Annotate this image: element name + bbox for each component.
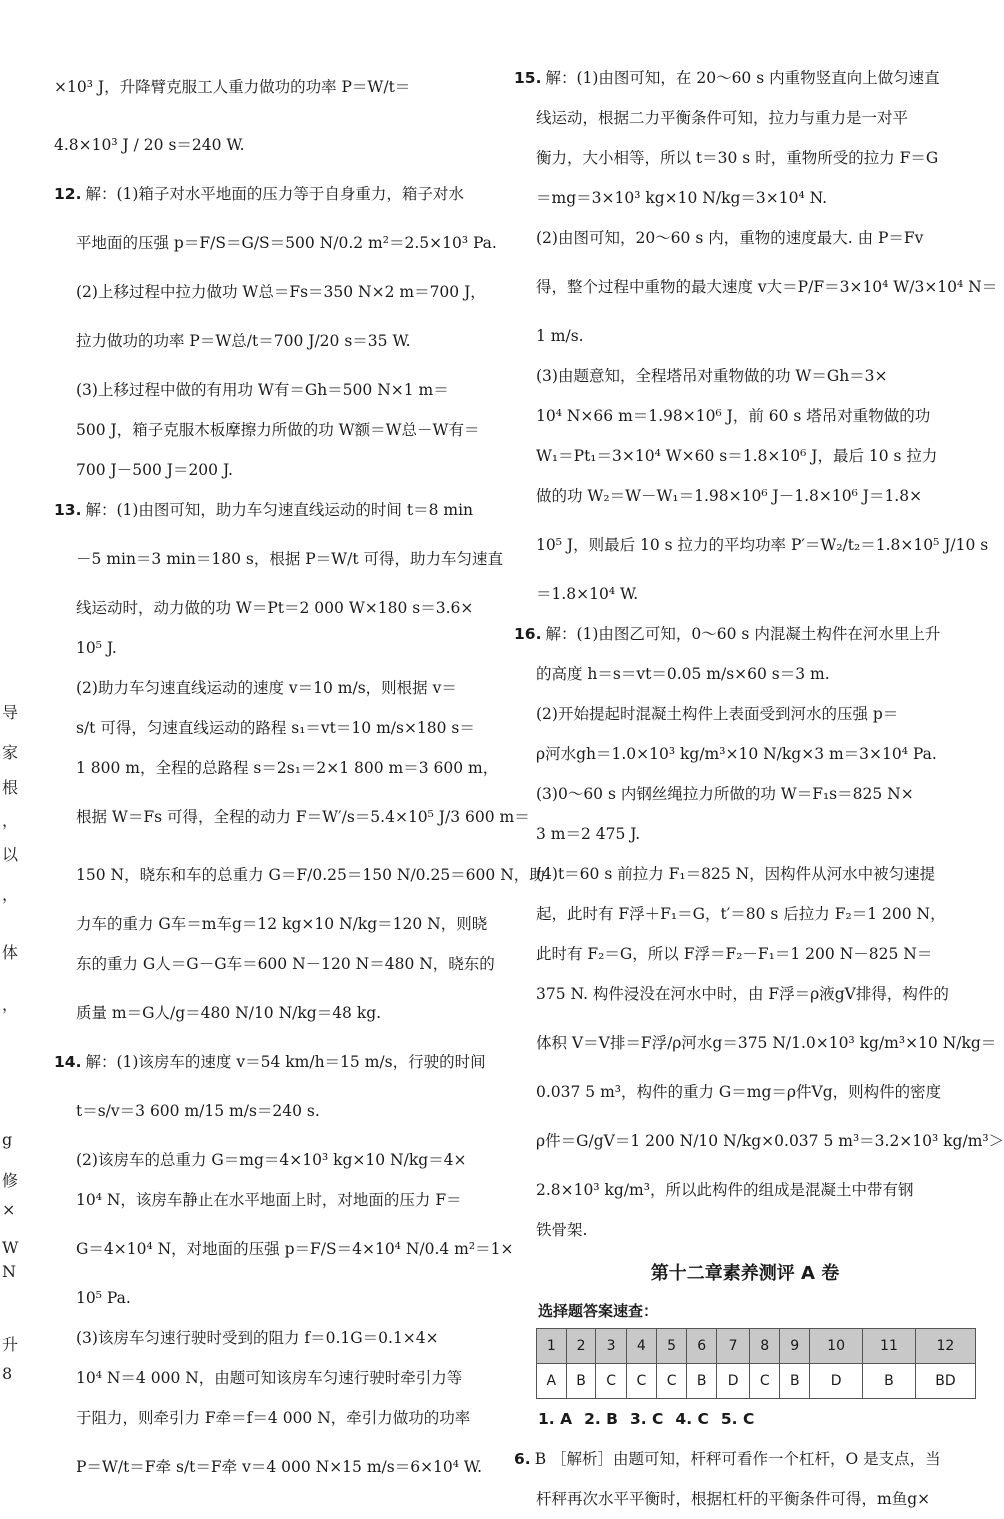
line-text: ＝mg＝3×10³ kg×10 N/kg＝3×10⁴ N. — [536, 189, 828, 207]
quick-answers — [514, 1399, 976, 1439]
answer-line — [54, 272, 492, 312]
quick-answer: 3. C — [629, 1410, 664, 1428]
line-text: 衡力，大小相等，所以 t＝30 s 时，重物所受的拉力 F＝G — [536, 149, 939, 167]
line-text: 铁骨架. — [536, 1221, 588, 1239]
gutter-fragment: 导 — [2, 703, 19, 722]
answer-line — [54, 984, 492, 1042]
answer-line — [514, 258, 998, 316]
quick-answer: 5. C — [720, 1410, 755, 1428]
line-text: ρ件＝G/gV＝1 200 N/10 N/kg×0.037 5 m³＝3.2×10³ kg/m³＞ — [536, 1132, 1004, 1150]
line-text: ×10³ J，升降臂克服工人重力做功的功率 P＝W/t＝ — [54, 78, 411, 96]
answer-line — [514, 316, 976, 356]
answer-line — [54, 370, 492, 410]
line-text: W₁＝Pt₁＝3×10⁴ W×60 s＝1.8×10⁶ J，最后 10 s 拉力 — [536, 447, 938, 465]
line-text: 体积 V＝V排＝F浮/ρ河水g＝375 N/1.0×10³ kg/m³×10 N/kg＝ — [536, 1034, 997, 1052]
answer-line — [514, 218, 976, 258]
answer-line — [54, 1358, 492, 1398]
line-text: 得，整个过程中重物的最大速度 v大＝P/F＝3×10⁴ W/3×10⁴ N＝ — [536, 278, 998, 296]
table-header-cell: 3 — [596, 1329, 626, 1364]
left-gutter-clipped-text — [0, 0, 22, 1460]
table-answer-cell: B — [863, 1364, 916, 1399]
quick-answer: 1. A — [538, 1410, 573, 1428]
line-text: (3)上移过程中做的有用功 W有＝Gh＝500 N×1 m＝ — [76, 381, 449, 399]
line-text: 于阻力，则牵引力 F牵＝f＝4 000 N，牵引力做功的功率 — [76, 1409, 471, 1427]
answer-line — [514, 1170, 976, 1210]
answer-line — [54, 588, 492, 628]
table-answer-cell: BD — [915, 1364, 975, 1399]
table-answer-cell: A — [537, 1364, 567, 1399]
line-text: 东的重力 G人＝G－G车＝600 N－120 N＝480 N，晓东的 — [76, 955, 495, 973]
table-header-row — [537, 1329, 976, 1364]
answer-line — [514, 1439, 976, 1479]
answer-line — [54, 1042, 492, 1082]
line-text: 500 J，箱子克服木板摩擦力所做的功 W额＝W总－W有＝ — [76, 421, 480, 439]
line-text: 700 J－500 J＝200 J. — [76, 461, 233, 479]
line-text: t＝s/v＝3 600 m/15 m/s＝240 s. — [76, 1102, 320, 1120]
line-text: 1 800 m，全程的总路程 s＝2s₁＝2×1 800 m＝3 600 m， — [76, 759, 499, 777]
gutter-fragment: W — [2, 1238, 19, 1257]
gutter-fragment: N — [2, 1262, 16, 1281]
line-text: 0.037 5 m³，构件的重力 G＝mg＝ρ件Vg，则构件的密度 — [536, 1083, 942, 1101]
table-header-cell: 8 — [750, 1329, 780, 1364]
answer-line — [54, 1140, 492, 1180]
gutter-fragment: 体 — [2, 943, 19, 962]
line-text: 4.8×10³ J / 20 s＝240 W. — [54, 136, 245, 154]
gutter-fragment: 升 — [2, 1335, 19, 1354]
line-text: 2.8×10³ kg/m³，所以此构件的组成是混凝土中带有钢 — [536, 1181, 914, 1199]
answer-line — [514, 1072, 976, 1112]
answer-line — [54, 312, 492, 370]
question-number: 6. — [514, 1450, 531, 1468]
table-header-cell: 1 — [537, 1329, 567, 1364]
table-answer-cell: B — [687, 1364, 717, 1399]
table-header-cell: 6 — [687, 1329, 717, 1364]
line-text: (4)t＝60 s 前拉力 F₁＝825 N，因构件从河水中被匀速提 — [536, 865, 936, 883]
line-text: 10⁴ N×66 m＝1.98×10⁶ J，前 60 s 塔吊对重物做的功 — [536, 407, 931, 425]
answer-line — [54, 174, 492, 214]
answer-line — [54, 450, 492, 490]
line-text: 3 m＝2 475 J. — [536, 825, 641, 843]
line-text: 的高度 h＝s＝vt＝0.05 m/s×60 s＝3 m. — [536, 665, 830, 683]
gutter-fragment: ， — [2, 995, 19, 1014]
table-answer-cell: C — [657, 1364, 687, 1399]
table-answer-cell: B — [780, 1364, 810, 1399]
gutter-fragment: 家 — [2, 743, 19, 762]
gutter-fragment: 8 — [2, 1364, 13, 1383]
table-answer-cell: D — [810, 1364, 863, 1399]
table-answer-cell: C — [626, 1364, 656, 1399]
line-text: 1 m/s. — [536, 327, 584, 345]
answer-line — [514, 1112, 1004, 1170]
line-text: ＝1.8×10⁴ W. — [536, 585, 639, 603]
table-answer-cell: D — [717, 1364, 750, 1399]
gutter-fragment: 修 — [2, 1171, 19, 1190]
answer-line — [54, 214, 497, 272]
answer-line — [514, 58, 976, 98]
line-text: (2)开始提起时混凝土构件上表面受到河水的压强 p＝ — [536, 705, 899, 723]
line-text: 150 N，晓东和车的总重力 G＝F/0.25＝150 N/0.25＝600 N，助 — [76, 866, 545, 884]
answer-line — [54, 1220, 514, 1278]
answer-line — [514, 396, 976, 436]
answer-line — [54, 944, 495, 984]
gutter-fragment: g — [2, 1130, 13, 1149]
line-text: (3)由题意知，全程塔吊对重物做的功 W＝Gh＝3× — [536, 367, 888, 385]
question-number: 14. — [54, 1053, 82, 1071]
table-answer-cell: C — [750, 1364, 780, 1399]
answer-line — [54, 1438, 492, 1496]
gutter-fragment: ， — [2, 885, 19, 904]
section-subtitle: 选择题答案速查： — [538, 1302, 659, 1320]
answer-line — [514, 894, 976, 934]
answer-line — [514, 138, 976, 178]
answer-table — [536, 1328, 976, 1399]
line-text: (2)由图可知，20～60 s 内，重物的速度最大. 由 P＝Fv — [536, 229, 924, 247]
answer-line — [514, 934, 976, 974]
gutter-fragment: 根 — [2, 778, 19, 797]
line-text: 375 N. 构件浸没在河水中时，由 F浮＝ρ液gV排得，构件的 — [536, 985, 949, 1003]
table-answer-row — [537, 1364, 976, 1399]
answer-line — [54, 846, 545, 904]
line-text: 拉力做功的功率 P＝W总/t＝700 J/20 s＝35 W. — [76, 332, 411, 350]
line-text: －5 min＝3 min＝180 s，根据 P＝W/t 可得，助力车匀速直 — [76, 550, 503, 568]
answer-line — [514, 1014, 997, 1072]
answer-line — [54, 490, 492, 530]
line-text: 10⁴ N，该房车静止在水平地面上时，对地面的压力 F＝ — [76, 1191, 462, 1209]
line-text: 线运动，根据二力平衡条件可知，拉力与重力是一对平 — [536, 109, 909, 127]
answer-line — [514, 694, 976, 734]
answer-line — [54, 1398, 492, 1438]
answer-line — [514, 574, 976, 614]
line-text: 此时有 F₂＝G，所以 F浮＝F₂－F₁＝1 200 N－825 N＝ — [536, 945, 933, 963]
table-header-cell: 7 — [717, 1329, 750, 1364]
question-number: 12. — [54, 185, 82, 203]
line-text: 线运动时，动力做的功 W＝Pt＝2 000 W×180 s＝3.6× — [76, 599, 474, 617]
answer-line — [514, 436, 976, 476]
answer-line — [514, 1210, 976, 1250]
line-text: 根据 W＝Fs 可得，全程的动力 F＝W′/s＝5.4×10⁵ J/3 600 m＝ — [76, 808, 530, 826]
line-text: 10⁵ Pa. — [76, 1289, 131, 1307]
line-text: 10⁵ J. — [76, 639, 117, 657]
line-text: (2)上移过程中拉力做功 W总＝Fs＝350 N×2 m＝700 J， — [76, 283, 486, 301]
quick-answer: 4. C — [675, 1410, 709, 1428]
table-header-cell: 9 — [780, 1329, 810, 1364]
line-text: (2)助力车匀速直线运动的速度 v＝10 m/s，则根据 v＝ — [76, 679, 457, 697]
table-header-cell: 11 — [863, 1329, 916, 1364]
answer-line — [514, 516, 989, 574]
answer-line — [54, 530, 503, 588]
answer-line — [514, 854, 976, 894]
quick-answer: 2. B — [584, 1410, 618, 1428]
answer-line — [514, 774, 976, 814]
answer-line — [54, 1180, 492, 1220]
answer-line — [514, 178, 976, 218]
line-text: 做的功 W₂＝W－W₁＝1.98×10⁶ J－1.8×10⁶ J＝1.8× — [536, 487, 923, 505]
question-number: 16. — [514, 625, 542, 643]
table-header-cell: 12 — [915, 1329, 975, 1364]
gutter-fragment: × — [2, 1200, 16, 1219]
line-text: P＝W/t＝F牵 s/t＝F牵 v＝4 000 N×15 m/s＝6×10⁴ W. — [76, 1458, 483, 1476]
answer-line — [54, 1082, 492, 1140]
line-text: 解：(1)该房车的速度 v＝54 km/h＝15 m/s，行驶的时间 — [85, 1053, 486, 1071]
question-number: 13. — [54, 501, 82, 519]
answer-line — [514, 654, 976, 694]
answer-line: 杆秤再次水平平衡时，根据杠杆的平衡条件可得，m鱼g× — [536, 1490, 931, 1508]
answer-line — [514, 614, 976, 654]
answer-line — [514, 734, 976, 774]
answer-line — [54, 748, 499, 788]
gutter-fragment: 以 — [2, 845, 19, 864]
line-text: G＝4×10⁴ N，对地面的压强 p＝F/S＝4×10⁴ N/0.4 m²＝1× — [76, 1240, 514, 1258]
question-number: 15. — [514, 69, 542, 87]
line-text: 平地面的压强 p＝F/S＝G/S＝500 N/0.2 m²＝2.5×10³ Pa. — [76, 234, 497, 252]
answer-line — [54, 628, 492, 668]
line-text: (3)0～60 s 内钢丝绳拉力所做的功 W＝F₁s＝825 N× — [536, 785, 914, 803]
section-title: 第十二章素养测评 A 卷 — [650, 1263, 840, 1284]
answer-line — [514, 356, 976, 396]
answer-line — [54, 668, 492, 708]
answer-line — [514, 98, 976, 138]
line-text: 解：(1)由图可知，助力车匀速直线运动的时间 t＝8 min — [85, 501, 474, 519]
line-text: 解：(1)由图可知，在 20～60 s 内重物竖直向上做匀速直 — [545, 69, 940, 87]
answer-line — [514, 476, 976, 516]
answer-line — [54, 788, 530, 846]
table-header-cell: 4 — [626, 1329, 656, 1364]
answer-line — [514, 974, 976, 1014]
table-header-cell: 2 — [566, 1329, 596, 1364]
line-text: 解：(1)箱子对水平地面的压力等于自身重力，箱子对水 — [85, 185, 464, 203]
line-text: 10⁵ J，则最后 10 s 拉力的平均功率 P′＝W₂/t₂＝1.8×10⁵ J/10 s — [536, 536, 989, 554]
answer-line — [54, 904, 492, 944]
right-column — [514, 58, 1004, 1519]
line-text: B ［解析］由题可知，杆秤可看作一个杠杆，O 是支点，当 — [534, 1450, 941, 1468]
gutter-fragment: ， — [2, 811, 19, 830]
line-text: 10⁴ N＝4 000 N，由题可知该房车匀速行驶时牵引力等 — [76, 1369, 463, 1387]
line-text: 解：(1)由图乙可知，0～60 s 内混凝土构件在河水里上升 — [545, 625, 941, 643]
line-text: (2)该房车的总重力 G＝mg＝4×10³ kg×10 N/kg＝4× — [76, 1151, 467, 1169]
line-text: 质量 m＝G人/g＝480 N/10 N/kg＝48 kg. — [76, 1004, 382, 1022]
table-answer-cell: C — [596, 1364, 626, 1399]
line-text: 起，此时有 F浮＋F₁＝G，t′＝80 s 后拉力 F₂＝1 200 N， — [536, 905, 946, 923]
answer-line — [54, 116, 492, 174]
table-answer-cell: B — [566, 1364, 596, 1399]
line-text: (3)该房车匀速行驶时受到的阻力 f＝0.1G＝0.1×4× — [76, 1329, 439, 1347]
line-text: s/t 可得，匀速直线运动的路程 s₁＝vt＝10 m/s×180 s＝ — [76, 719, 475, 737]
table-header-cell: 5 — [657, 1329, 687, 1364]
answer-line — [54, 1318, 492, 1358]
answer-line — [54, 410, 492, 450]
table-header-cell: 10 — [810, 1329, 863, 1364]
line-text: 力车的重力 G车＝m车g＝12 kg×10 N/kg＝120 N，则晓 — [76, 915, 488, 933]
answer-line — [54, 58, 492, 116]
answer-line — [514, 814, 976, 854]
answer-line — [54, 1278, 492, 1318]
line-text: ρ河水gh＝1.0×10³ kg/m³×10 N/kg×3 m＝3×10⁴ Pa. — [536, 745, 937, 763]
answer-line — [54, 708, 492, 748]
